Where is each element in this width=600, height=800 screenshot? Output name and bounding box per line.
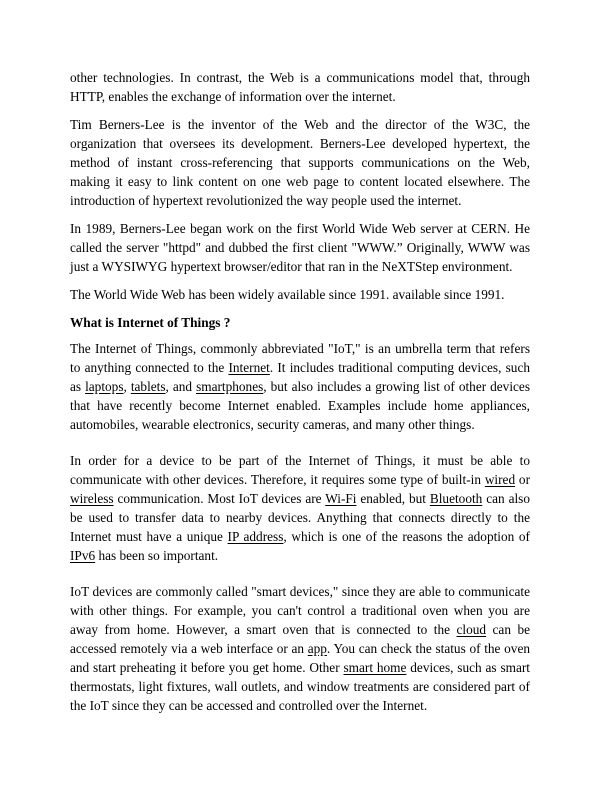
text-segment: , which is one of the reasons the adoption of xyxy=(283,529,530,544)
text-segment: IoT devices are commonly called "smart devices," since they are able to communicate with other things. For example, you can't control a traditional oven when you are away from home. However, a smart oven that is connected to the xyxy=(70,584,530,637)
link-smart-home[interactable]: smart home xyxy=(343,660,407,675)
text-segment: enabled, but xyxy=(356,491,430,506)
link-internet[interactable]: Internet xyxy=(228,360,270,375)
document-page xyxy=(70,68,530,725)
paragraph-iot-communication xyxy=(70,451,530,565)
section-heading-iot: What is Internet of Things ? xyxy=(70,315,231,330)
text-segment: can also be used to transfer data to nearby devices. Anything that connects directly to the Internet must have a unique xyxy=(70,491,530,544)
text-segment: , but also includes a growing list of other devices that have recently become Internet enabled. Examples include home appliances, automobiles, wearable electronics, security cameras, and many other things. xyxy=(70,379,531,432)
link-smartphones[interactable]: smartphones xyxy=(196,379,264,394)
text-segment: or xyxy=(515,472,530,487)
link-wired[interactable]: wired xyxy=(484,472,516,487)
text-segment: The Internet of Things, commonly abbreviated "IoT," is an umbrella term that refers to anything connected to the xyxy=(70,341,530,375)
text-segment: has been so important. xyxy=(95,548,219,563)
text-segment: can be accessed remotely via a web interface or an xyxy=(70,622,531,656)
link-cloud[interactable]: cloud xyxy=(456,622,487,637)
text-segment: . You can check the status of the oven and start preheating it before you get home. Other xyxy=(70,641,530,675)
paragraph-iot-definition xyxy=(70,339,530,434)
text-segment: , xyxy=(123,379,131,394)
link-wireless[interactable]: wireless xyxy=(70,491,114,506)
paragraph-smart-devices xyxy=(70,582,530,715)
paragraph-cern-history: In 1989, Berners-Lee began work on the first World Wide Web server at CERN. He called the server "httpd" and dubbed the first client "WWW.” Originally, WWW was just a WYSIWYG hypertext browser/editor that ran in the NeXTStep environment. xyxy=(70,221,530,274)
link-ipv6[interactable]: IPv6 xyxy=(70,548,96,563)
text-segment: communication. Most IoT devices are xyxy=(113,491,326,506)
text-segment: devices, such as smart thermostats, light fixtures, wall outlets, and window treatments are considered part of the IoT since they can be accessed and controlled over the Internet. xyxy=(70,660,530,713)
paragraph-availability: The World Wide Web has been widely available since 1991. available since 1991. xyxy=(70,287,505,302)
text-segment: In order for a device to be part of the Internet of Things, it must be able to communicate with other devices. Therefore, it requires some type of built-in xyxy=(70,453,530,487)
text-segment: , and xyxy=(165,379,197,394)
link-bluetooth[interactable]: Bluetooth xyxy=(429,491,483,506)
link-tablets[interactable]: tablets xyxy=(130,379,166,394)
link-laptops[interactable]: laptops xyxy=(85,379,124,394)
link-wifi[interactable]: Wi-Fi xyxy=(325,491,357,506)
paragraph-web-model: other technologies. In contrast, the Web is a communications model that, through HTTP, enables the exchange of information over the internet. xyxy=(70,70,530,104)
paragraph-berners-lee: Tim Berners-Lee is the inventor of the Web and the director of the W3C, the organization that oversees its development. Berners-Lee developed hypertext, the method of instant cross-referencing that supports communications on the Web, making it easy to link content on one web page to content located elsewhere. The introduction of hypertext revolutionized the way people used the internet. xyxy=(70,117,530,208)
link-ip-address[interactable]: IP address xyxy=(227,529,284,544)
text-segment: . It includes traditional computing devices, such as xyxy=(70,360,531,394)
link-app[interactable]: app xyxy=(307,641,327,656)
